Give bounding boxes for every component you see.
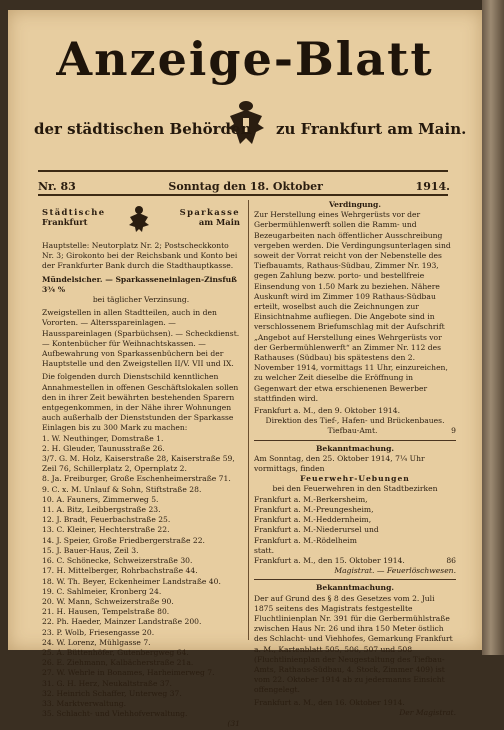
- column-divider: [248, 200, 249, 640]
- collector-item: 16. C. Schönecke, Schweizerstraße 30.: [42, 556, 193, 566]
- collector-item: 13. C. Kleiner, Hechterstraße 22.: [42, 525, 170, 535]
- sparkasse-column: [42, 207, 240, 730]
- drill-places-list: [254, 495, 456, 546]
- collector-item: 22. Ph. Haeder, Mainzer Landstraße 200.: [42, 617, 202, 627]
- masthead-subtitle-right: zu Frankfurt am Main.: [276, 120, 467, 138]
- bekanntmachung-2-date: Frankfurt a. M., den 16. Oktober 1914.: [254, 697, 405, 707]
- collector-item: 17. H. Mittelberger, Rohrbachstraße 44.: [42, 566, 198, 576]
- drill-place-item: Frankfurt a. M.-Rödelheim: [254, 535, 357, 545]
- collector-item: 23. P. Wolb, Friesengasse 20.: [42, 627, 155, 637]
- drill-place-item: Frankfurt a. M.-Niederursel und: [254, 525, 379, 535]
- collector-item: 19. C. Sahlmeier, Kronberg 24.: [42, 586, 162, 596]
- collector-item: 12. J. Bradt, Feuerbachstraße 25.: [42, 515, 171, 525]
- sparkasse-sub-left: Frankfurt: [42, 217, 88, 228]
- issue-year: 1914.: [415, 180, 450, 193]
- collector-item: 3/7. G. M. Holz, Kaiserstraße 28, Kaiserstraße 59, Zeil 76, Schillerplatz 2, Opernplatz 2.: [42, 454, 235, 474]
- collector-item: 25. A. Büttenhöfer, Gutenbergweg 64.: [42, 647, 189, 657]
- bekanntmachung-1-statt: statt.: [254, 545, 274, 555]
- bekanntmachung-1-subhead: Feuerwehr-Uebungen: [300, 474, 410, 484]
- bekanntmachung-1-title: Bekanntmachung.: [315, 443, 395, 453]
- sparkasse-intro: Hauptstelle: Neutorplatz Nr. 2; Postscheckkonto Nr. 3; Girokonto bei der Reichsbank und Konto bei der Frankfurter Bank durch die Stadthauptkasse.: [42, 241, 238, 271]
- verdingung-number: 9: [451, 426, 456, 436]
- header-rule-bottom: [38, 194, 448, 196]
- collector-item: 26. E. Ziehmann, Kalbächerstraße 21a.: [42, 658, 194, 668]
- collector-item: 35. Schlacht- und Viehhofverwaltung.: [42, 709, 188, 719]
- sparkasse-header: [42, 207, 240, 241]
- collector-item: 20. W. Mann, Schweizerstraße 90.: [42, 596, 174, 606]
- sparkasse-rate: Mündelsicher. — Sparkasseneinlagen-Zinsfuß 3¾ %: [42, 274, 237, 294]
- collector-item: 11. A. Bitz, Leibbergstraße 23.: [42, 505, 161, 515]
- bekanntmachung-2-title: Bekanntmachung.: [315, 583, 395, 593]
- collector-item: 31. G. H. Herz, Neukaltstraße 37.: [42, 678, 172, 688]
- collector-item: 21. H. Hausen, Tempelstraße 80.: [42, 607, 170, 617]
- sparkasse-collectors-intro: Die folgenden durch Dienstschild kenntlichen Annahmestellen in offenen Geschäftslokalen sollen den in ihrer Zeit bewährten bestehenden Sparern entgegenkommen, in der Nähe ihrer Wohnungen auch außerhalb der Dienststunden der Sparkasse Einlagen bis zu 300 Mark zu machen:: [42, 372, 239, 433]
- drill-place-item: Frankfurt a. M.-Heddernheim,: [254, 515, 372, 525]
- verdingung-signature: Direktion des Tief-, Hafen- und Brückenbaues.: [265, 416, 445, 426]
- masthead-subtitle-left: der städtischen Behörden: [34, 120, 252, 138]
- drill-place-item: Frankfurt a. M.-Preungesheim,: [254, 504, 374, 514]
- collector-item: 9. C. x. M. Unlauf & Sohn, Stiftstraße 28.: [42, 484, 202, 494]
- newspaper-page: [8, 10, 482, 729]
- collector-item: 14. J. Speier, Große Friedbergerstraße 22.: [42, 535, 205, 545]
- collector-item: 32. Heinrich Schaffer, Unterweg 37.: [42, 688, 182, 698]
- verdingung-signature2: Tiefbau-Amt.: [327, 426, 378, 436]
- notice-divider-1: [254, 440, 456, 441]
- verdingung-date: Frankfurt a. M., den 9. Oktober 1914.: [254, 406, 400, 416]
- bekanntmachung-1-date-row: [254, 556, 456, 566]
- bekanntmachung-1-date: Frankfurt a. M., den 15. Oktober 1914.: [254, 555, 405, 565]
- collector-item: 18. W. Th. Beyer, Eckenheimer Landstraße 40.: [42, 576, 221, 586]
- bekanntmachung-1-signature: Magistrat. — Feuerlöschwesen.: [334, 566, 456, 576]
- verdingung-title: Verdingung.: [328, 200, 382, 209]
- sparkasse-branches: Zweigstellen in allen Stadtteilen, auch in den Vororten. — Altersspareinlagen. — Hausspareinlagen (Sparbüchsen). — Scheckdienst. — Kontenbücher für Weihnachtskassen. — Aufbewahrung von Sparkassenbüchern bei der Hauptstelle und den Zweigstellen II/V. VII und IX.: [42, 308, 240, 369]
- header-rule-top: [38, 170, 448, 172]
- sparkasse-rate-sub: bei täglicher Verzinsung.: [92, 295, 190, 305]
- sparkasse-page-mark: (31: [227, 719, 240, 729]
- collector-item: 24. W. Lorenz, Mühlgasse 7.: [42, 637, 151, 647]
- notices-column: [254, 200, 456, 718]
- issue-number: Nr. 83: [38, 180, 76, 193]
- collector-item: 1. W. Neuthinger, Domstraße 1.: [42, 433, 164, 443]
- bekanntmachung-1-body: Am Sonntag, den 25. Oktober 1914, 7¼ Uhr vormittags, finden: [254, 453, 425, 474]
- bekanntmachung-2-signature: Der Magistrat.: [399, 707, 456, 717]
- collector-item: 2. H. Gleuder, Taunusstraße 26.: [42, 443, 165, 453]
- collector-item: 15. J. Bauer-Haus, Zeil 3.: [42, 545, 139, 555]
- sparkasse-head-right: Sparkasse: [179, 207, 240, 217]
- collector-item: 27. W. Wehrle in Bonames, Harheimerweg 7.: [42, 668, 215, 678]
- sparkasse-sub-right: am Main: [198, 217, 240, 228]
- dateline: [38, 180, 450, 193]
- issue-date: Sonntag den 18. Oktober: [168, 180, 323, 193]
- collector-item: 33. Marktverwaltung.: [42, 698, 127, 708]
- drill-place-item: Frankfurt a. M.-Berkersheim,: [254, 494, 368, 504]
- bekanntmachung-1-sub-intro: bei den Feuerwehren in den Stadtbezirken: [272, 484, 438, 494]
- collector-list: [42, 434, 240, 720]
- notice-divider-2: [254, 579, 456, 580]
- verdingung-body: Zur Herstellung eines Wehrgerüsts vor der Gerbermühlenwerft sollen die Ramm- und Bezeugarbeiten nach öffentlicher Ausschreibung vergeben werden. Die Verdingungsunterlagen sind soweit der Vorrat reicht von der Nebenstelle des Tiefbauamts, Rathaus-Südbau, Zimmer Nr. 193, gegen Zahlung bezw. porto- und bestellfreie Einsendung von 1.50 Mark zu beziehen. Nähere Auskunft wird im Zimmer 109 Rathaus-Südbau erteilt, woselbst auch die Zeichnungen zur Einsichtnahme aufliegen. Die Angebote sind in verschlossenem Briefumschlag mit der Aufschrift „Angebot auf Herstellung eines Wehrgerüsts vor der Gerbermühlenwerft“ an Zimmer Nr. 112 des Rathauses (Südbau) bis spätestens den 2. November 1914, vormittags 11 Uhr, einzureichen, zu welcher Zeit dieselbe die Eröffnung in Gegenwart der etwa erschienenen Bewerber stattfinden wird.: [254, 210, 451, 403]
- city-eagle-icon: [128, 205, 150, 233]
- verdingung-signature-row: [254, 426, 456, 436]
- bekanntmachung-1-number: 86: [446, 555, 456, 565]
- masthead-title: Anzeige-Blatt: [56, 32, 434, 86]
- sparkasse-head-left: Städtische: [42, 207, 106, 217]
- book-binding: [482, 0, 504, 655]
- bekanntmachung-2-body: Der auf Grund des § 8 des Gesetzes vom 2. Juli 1875 seitens des Magistrats festgestellte Fluchtlinienplan Nr. 391 für die Gerbermühlstraße zwischen Haus Nr. 26 und ihra 150 Meter östlich des Schlacht- und Viehhofes, Gemarkung Frankfurt a. M., Kartenblatt 505, 506, 507 und 508 (Fluchtlinienplan der Neugestaltung des Tiefbau-Amts, Rathaus-Südbau, 4. Stock, Zimmer 409) ist vom 22. Oktober 1914 ab zu jedermanns Einsicht offengelegt.: [254, 593, 453, 695]
- collector-item: 8. Ja. Freiburger, Große Eschenheimerstraße 71.: [42, 474, 231, 484]
- collector-item: 10. A. Fauners, Zimmerweg 5.: [42, 494, 159, 504]
